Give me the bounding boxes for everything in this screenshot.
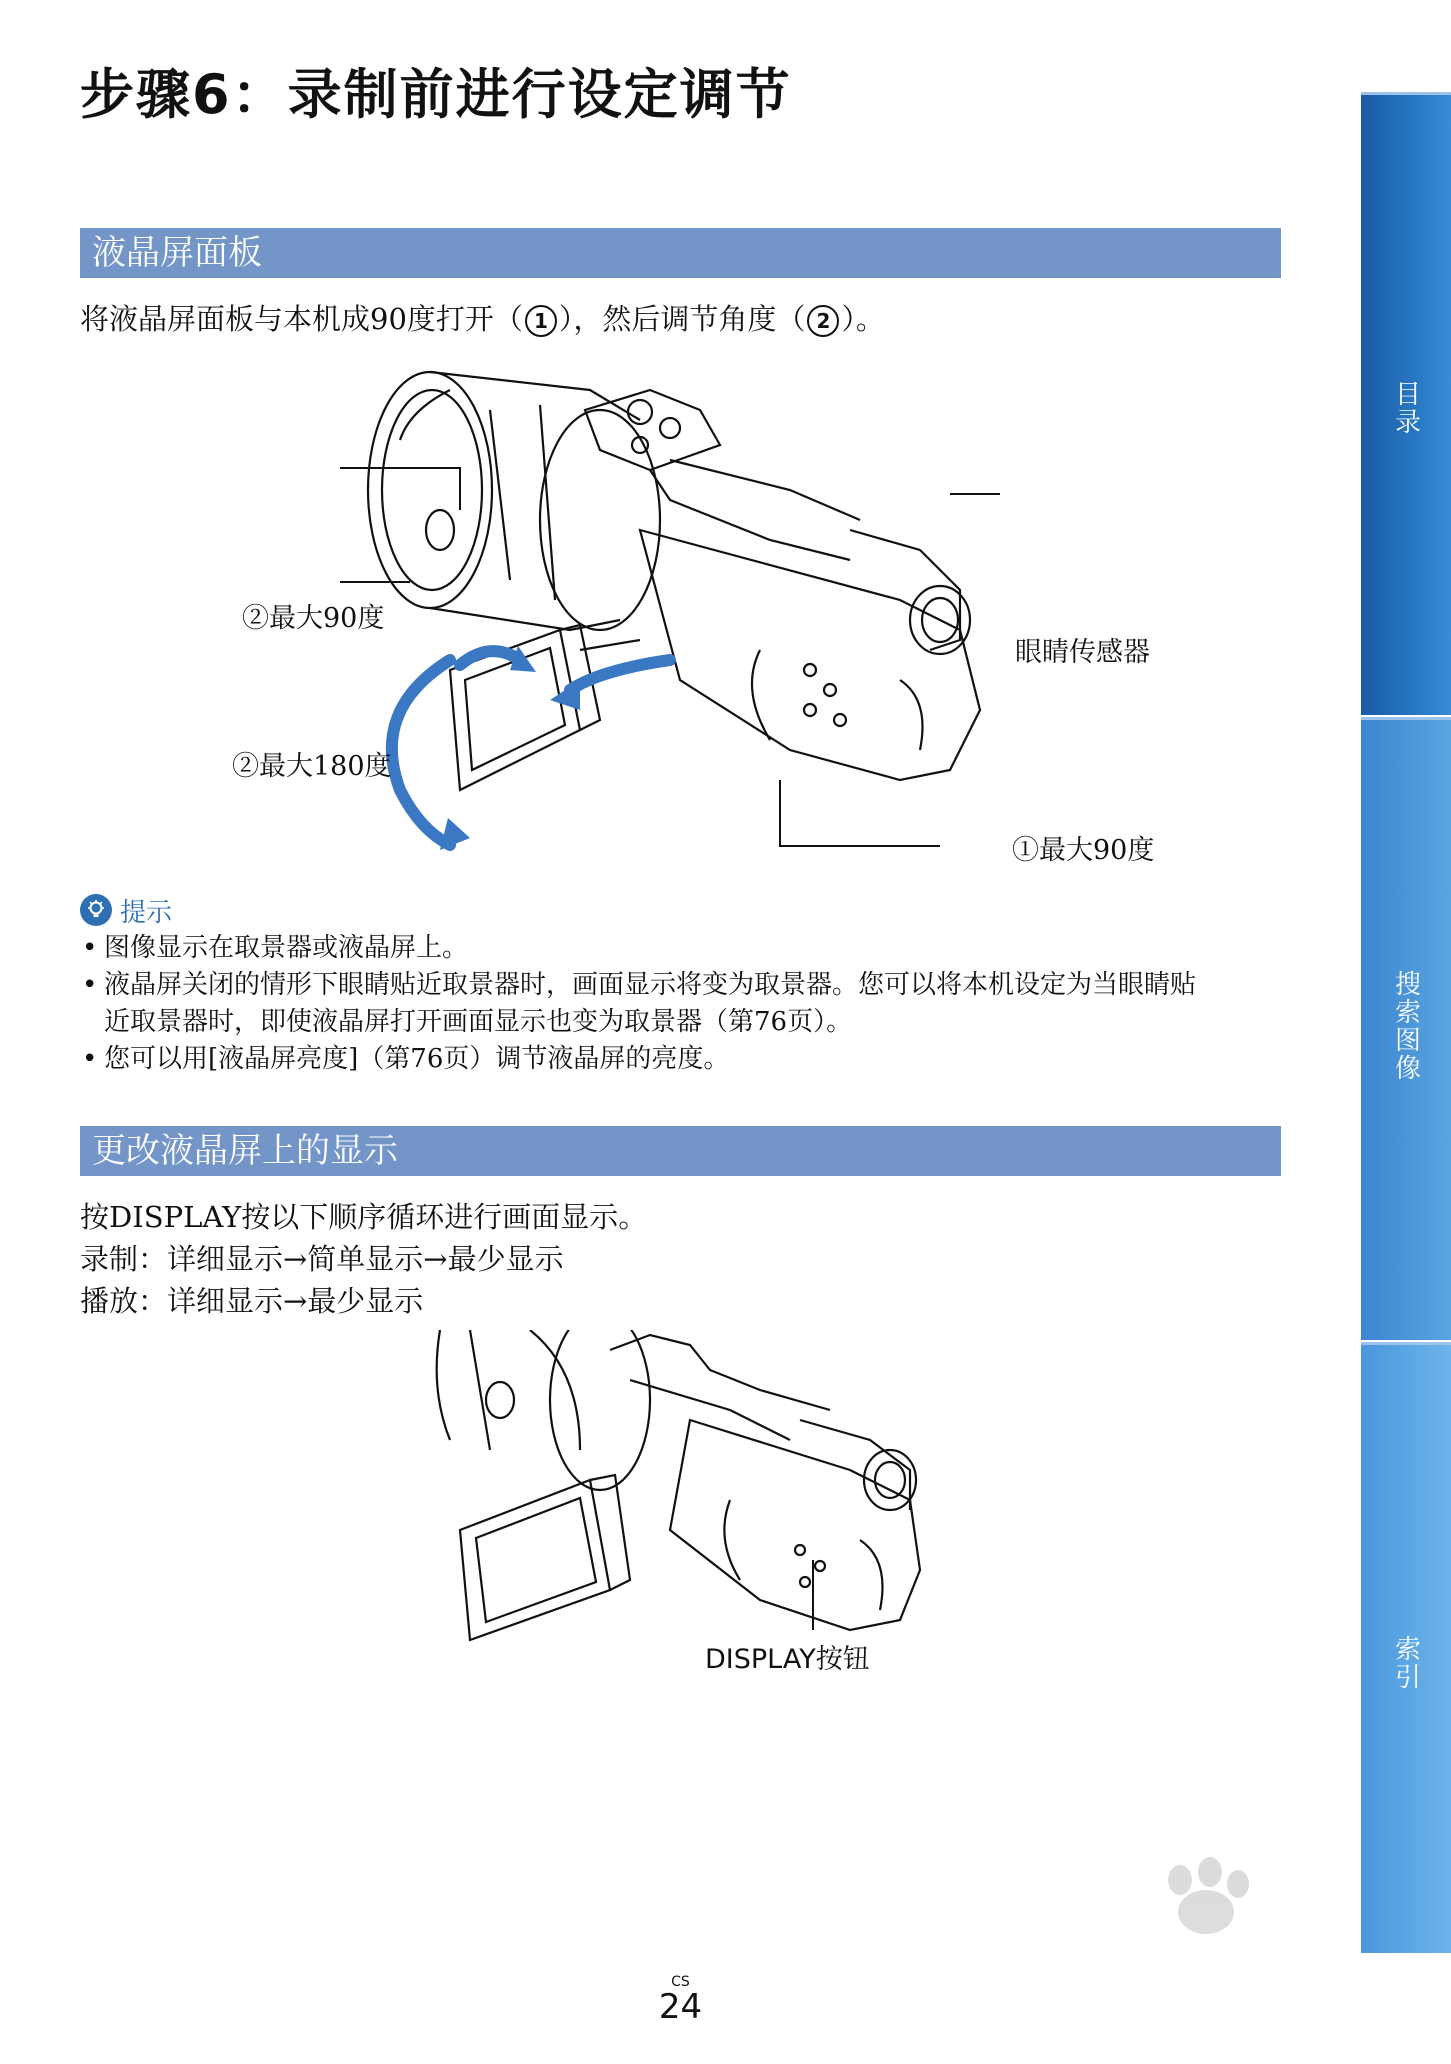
tab-search-images[interactable]	[1361, 717, 1451, 1340]
section-heading-lcd-panel: 液晶屏面板	[80, 228, 1281, 278]
hint-item: • 您可以用[液晶屏亮度]（第76页）调节液晶屏的亮度。	[80, 1041, 1280, 1078]
camcorder-display-illustration	[430, 1330, 940, 1650]
hint-heading	[80, 893, 172, 927]
tab-index[interactable]	[1361, 1342, 1451, 1953]
label-display-button: DISPLAY按钮	[705, 1644, 870, 1675]
intro-pre: 将液晶屏面板与本机成90度打开（	[80, 302, 523, 336]
tab-contents-label: 目录	[1390, 380, 1421, 436]
label-max-180: ②最大180度	[232, 751, 392, 782]
circled-number-2: 2	[807, 305, 839, 337]
display-line-2: 录制：详细显示→简单显示→最少显示	[80, 1242, 564, 1276]
display-line-1: 按DISPLAY按以下顺序循环进行画面显示。	[80, 1200, 648, 1234]
page-title: 步骤6：录制前进行设定调节	[80, 63, 792, 126]
baidu-paw-logo	[1030, 1850, 1370, 1980]
tab-search-images-label: 搜索图像	[1390, 970, 1421, 1082]
hint-item: • 液晶屏关闭的情形下眼睛贴近取景器时，画面显示将变为取景器。您可以将本机设定为当眼睛贴	[80, 967, 1280, 1004]
hint-label: 提示	[120, 897, 173, 928]
hint-list	[80, 930, 1280, 1078]
label-max-90-bottom: ①最大90度	[1012, 835, 1155, 866]
tab-contents[interactable]	[1361, 92, 1451, 715]
baidu-watermark	[1030, 1850, 1370, 1980]
lightbulb-icon	[80, 894, 112, 926]
intro-mid: ），然后调节角度（	[558, 302, 806, 336]
intro-post: ）。	[841, 302, 885, 336]
camcorder-lcd-illustration	[340, 350, 1000, 860]
page-number	[0, 1975, 1361, 2025]
hint-item: • 图像显示在取景器或液晶屏上。	[80, 930, 1280, 967]
label-max-90-top: ②最大90度	[242, 603, 385, 634]
display-line-3: 播放：详细显示→最少显示	[80, 1284, 424, 1318]
lcd-intro-text	[80, 298, 885, 340]
label-eye-sensor: 眼睛传感器	[1015, 637, 1150, 668]
hint-item-continued: 近取景器时，即使液晶屏打开画面显示也变为取景器（第76页）。	[104, 1007, 853, 1037]
tab-index-label: 索引	[1390, 1635, 1421, 1691]
page-lang: CS	[671, 1974, 690, 1990]
circled-number-1: 1	[525, 305, 557, 337]
page-number-value: 24	[658, 1987, 703, 2027]
section-heading-display: 更改液晶屏上的显示	[80, 1126, 1281, 1176]
